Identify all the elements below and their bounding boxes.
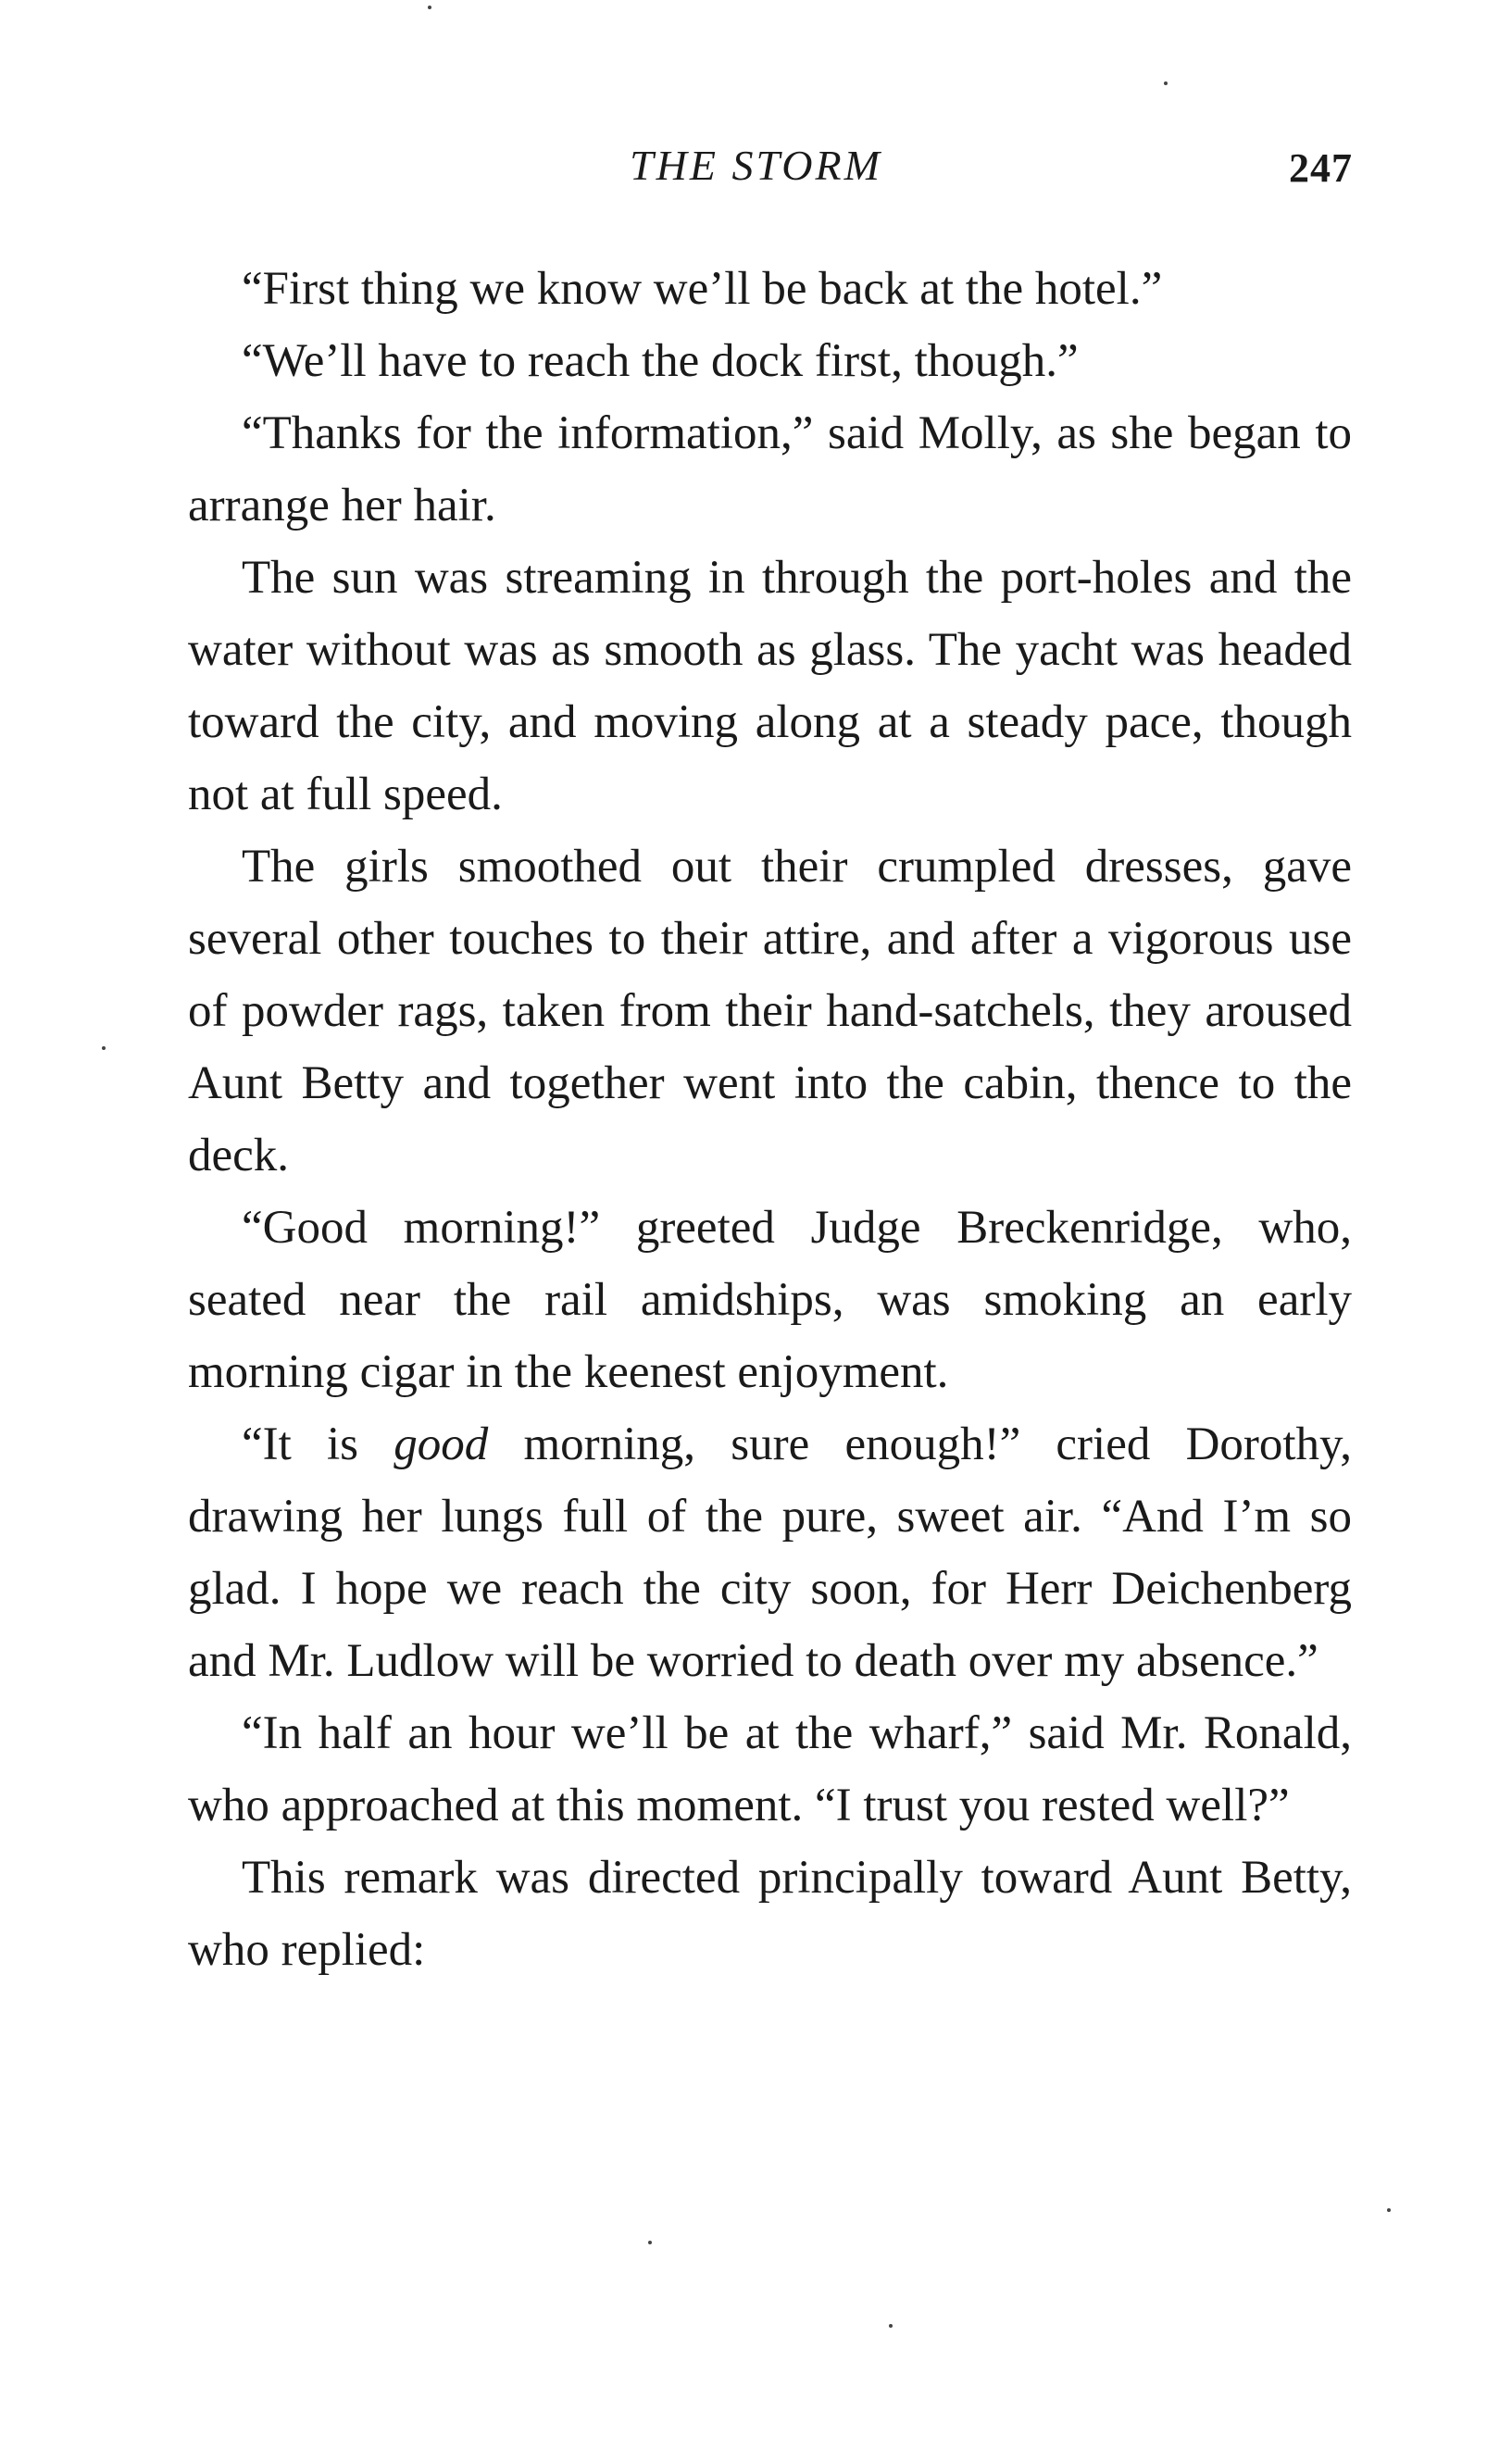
paragraph-7-part2: morning, sure enough!” cried Dorothy, drawing her lungs full of the pure, sweet air. “And I’m so glad. I hope we reach the city soon, for Herr Deichenberg and Mr. Ludlow will be worried to death over my absence.” [188, 1418, 1352, 1687]
paragraph-1: “First thing we know we’ll be back at the hotel.” [242, 263, 1163, 315]
print-speck [1387, 2208, 1391, 2212]
paragraph-7 [188, 1408, 1352, 1697]
paragraph-2: “We’ll have to reach the dock first, though.” [242, 335, 1079, 387]
paragraph-6: “Good morning!” greeted Judge Breckenridge, who, seated near the rail amidships, was smoking an early morning cigar in the keenest enjoyment. [188, 1202, 1352, 1398]
body-text [188, 253, 1352, 1986]
print-speck [428, 6, 431, 9]
paragraph-7-part1: “It is [242, 1418, 394, 1470]
running-title: THE STORM [630, 142, 882, 189]
paragraph-3: “Thanks for the information,” said Molly, as she began to arrange her hair. [188, 407, 1352, 531]
print-speck [102, 1046, 106, 1050]
print-speck [1164, 81, 1168, 85]
paragraph-8: “In half an hour we’ll be at the wharf,” said Mr. Ronald, who approached at this moment. “I trust you rested well?” [188, 1707, 1352, 1831]
page-header [0, 141, 1512, 196]
print-speck [648, 2241, 652, 2244]
print-speck [889, 2324, 893, 2328]
page-number: 247 [1289, 145, 1353, 191]
paragraph-7-emphasis: good [394, 1418, 489, 1470]
paragraph-5: The girls smoothed out their crumpled dresses, gave several other touches to their attire, and after a vigorous use of powder rags, taken from their hand-satchels, they aroused Aunt Betty and together went into the cabin, thence to the deck. [188, 841, 1352, 1181]
paragraph-4: The sun was streaming in through the port-holes and the water without was as smooth as glass. The yacht was headed toward the city, and moving along at a steady pace, though not at full speed. [188, 552, 1352, 820]
paragraph-9: This remark was directed principally toward Aunt Betty, who replied: [188, 1852, 1352, 1976]
